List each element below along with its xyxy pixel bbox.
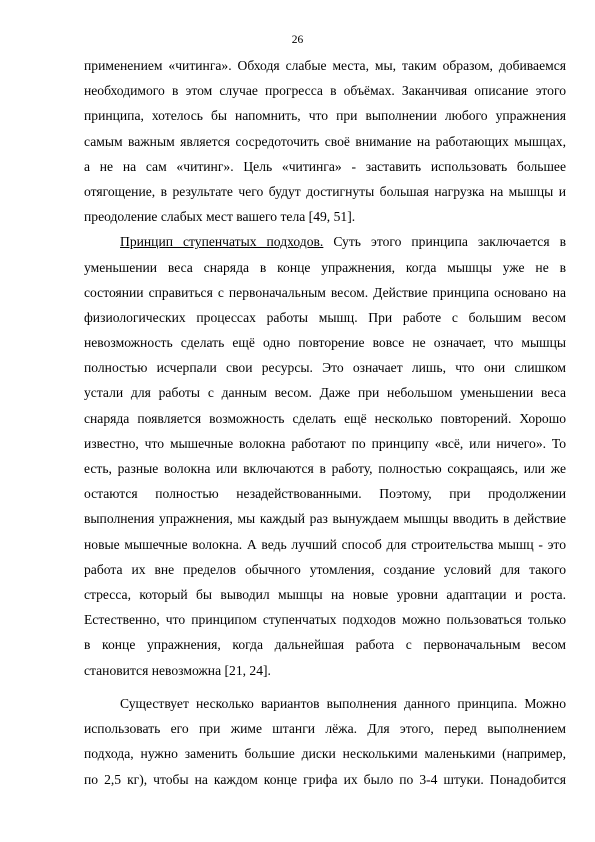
paragraph-2-line-5: невозможность сделать ещё одно повторение вовсе не означает, что мышцы xyxy=(84,335,566,351)
paragraph-3-line-1: Существует несколько вариантов выполнения данного принципа. Можно xyxy=(120,696,566,711)
paragraph-2-line-1-rest: Суть этого принципа заключается в xyxy=(323,234,566,250)
paragraph-1-line-6: отягощение, в результате чего будут достигнуты большая нагрузка на мышцы и xyxy=(84,183,566,199)
paragraph-2-line-8: снаряда появляется возможность сделать ещё несколько повторений. Хорошо xyxy=(84,410,566,426)
paragraph-2-line-15: стресса, который бы выводил мышцы на новые уровни адаптации и роста. xyxy=(84,586,566,602)
paragraph-1-line-7: преодоление слабых мест вашего тела [49, 51]. xyxy=(84,209,356,225)
paragraph-2-line-10: есть, разные волокна или включаются в работу, полностью сокращаясь, или же xyxy=(84,461,566,476)
paragraph-3-line-2: использовать его при жиме штанги лёжа. Для этого, перед выполнением xyxy=(84,721,566,737)
paragraph-1-line-1: применением «читинга». Обходя слабые места, мы, таким образом, добиваемся xyxy=(84,58,566,73)
paragraph-2-line-18: становится невозможна [21, 24]. xyxy=(84,662,271,678)
paragraph-2-line-12: выполнения упражнения, мы каждый раз вынуждаем мышцы вводить в действие xyxy=(84,511,566,527)
paragraph-2-line-13: новые мышечные волокна. А ведь лучший способ для строительства мышц - это xyxy=(84,536,566,552)
section-heading: Принцип ступенчатых подходов. xyxy=(120,234,324,250)
paragraph-1-line-5: а не на сам «читинг». Цель «читинга» - заставить использовать большее xyxy=(84,158,566,174)
document-body-continued xyxy=(84,691,566,792)
paragraph-2-line-7: устали для работы с данным весом. Даже при небольшом уменьшении веса xyxy=(84,385,566,401)
paragraph-3-line-3: подхода, нужно заменить большие диски несколькими маленькими (например, xyxy=(84,746,566,762)
paragraph-2-line-16: Естественно, что принципом ступенчатых подходов можно пользоваться только xyxy=(84,612,566,628)
document-body xyxy=(84,53,566,683)
paragraph-2-line-1 xyxy=(84,229,566,254)
paragraph-2-line-14: работа их вне пределов обычного утомления, создание условий для такого xyxy=(84,561,566,577)
paragraph-2-line-2: уменьшении веса снаряда в конце упражнения, когда мышцы уже не в xyxy=(84,259,566,275)
paragraph-2-line-3: состоянии справиться с первоначальным весом. Действие принципа основано на xyxy=(84,284,566,300)
paragraph-2-line-4: физиологических процессах работы мышц. При работе с большим весом xyxy=(84,309,566,325)
paragraph-1-line-4: самым важным является сосредоточить своё внимание на работающих мышцах, xyxy=(84,133,566,149)
paragraph-1-line-3: принципа, хотелось бы напомнить, что при выполнении любого упражнения xyxy=(84,108,566,124)
paragraph-1-line-2: необходимого в этом случае прогресса в объёмах. Заканчивая описание этого xyxy=(84,83,566,99)
paragraph-2-line-17: в конце упражнения, когда дальнейшая работа с первоначальным весом xyxy=(84,637,566,653)
page-number: 26 xyxy=(291,34,304,46)
paragraph-2-line-9: известно, что мышечные волокна работают по принципу «всё, или ничего». То xyxy=(84,435,566,451)
paragraph-2-line-11: остаются полностью незадействованными. Поэтому, при продолжении xyxy=(84,486,566,502)
paragraph-2-line-6: полностью исчерпали свои ресурсы. Это означает лишь, что они слишком xyxy=(84,360,566,376)
paragraph-3-line-4: по 2,5 кг), чтобы на каждом конце грифа их было по 3-4 штуки. Понадобится xyxy=(84,771,566,787)
